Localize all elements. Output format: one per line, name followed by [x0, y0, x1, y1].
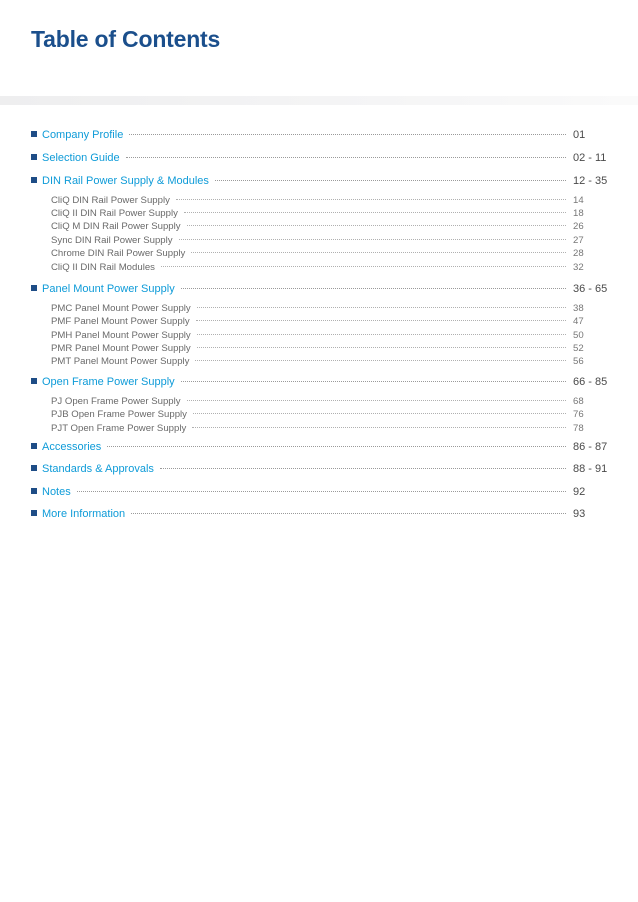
toc-entry-page: 88 - 91: [573, 463, 608, 475]
toc-subentry-page: 18: [573, 208, 584, 219]
toc-subentry-label[interactable]: Sync DIN Rail Power Supply: [51, 235, 173, 246]
dotted-leader: [195, 360, 566, 361]
toc-entry-page: 01: [573, 129, 586, 141]
dotted-leader: [191, 252, 566, 253]
toc-entry-accessories[interactable]: [31, 441, 608, 453]
toc-subentry[interactable]: [51, 262, 605, 273]
toc-subentry-page: 56: [573, 356, 584, 367]
dotted-leader: [131, 513, 566, 514]
toc-subentry-label[interactable]: CliQ II DIN Rail Power Supply: [51, 208, 178, 219]
toc-subentry-label[interactable]: CliQ DIN Rail Power Supply: [51, 195, 170, 206]
toc-entry-more-information[interactable]: [31, 508, 605, 520]
toc-subentry[interactable]: [51, 248, 605, 259]
toc-subentry-page: 76: [573, 409, 584, 420]
toc-subentry[interactable]: [51, 235, 605, 246]
dotted-leader: [129, 134, 566, 135]
square-bullet-icon: [31, 510, 37, 516]
square-bullet-icon: [31, 154, 37, 160]
toc-subentry[interactable]: [51, 208, 605, 219]
square-bullet-icon: [31, 131, 37, 137]
toc-subentry-label[interactable]: PJ Open Frame Power Supply: [51, 396, 181, 407]
toc-subentry[interactable]: [51, 221, 605, 232]
toc-entry-label[interactable]: Company Profile: [42, 129, 124, 141]
toc-subentry-label[interactable]: PJT Open Frame Power Supply: [51, 423, 187, 434]
toc-subentry-page: 52: [573, 343, 584, 354]
toc-subentry[interactable]: [51, 356, 605, 367]
toc-subentry-label[interactable]: CliQ M DIN Rail Power Supply: [51, 221, 181, 232]
toc-entry-notes[interactable]: [31, 486, 605, 498]
dotted-leader: [77, 491, 566, 492]
toc-subentry-page: 28: [573, 248, 584, 259]
dotted-leader: [161, 266, 566, 267]
toc-subentry-label[interactable]: PMT Panel Mount Power Supply: [51, 356, 190, 367]
toc-entry-page: 36 - 65: [573, 283, 608, 295]
square-bullet-icon: [31, 285, 37, 291]
dotted-leader: [181, 381, 566, 382]
toc-entry-label[interactable]: Panel Mount Power Supply: [42, 283, 175, 295]
square-bullet-icon: [31, 443, 37, 449]
dotted-leader: [107, 446, 566, 447]
toc-subentry-page: 68: [573, 396, 584, 407]
toc-subentry-page: 27: [573, 235, 584, 246]
toc-entry-page: 66 - 85: [573, 376, 608, 388]
toc-entry-page: 92: [573, 486, 586, 498]
toc-entry-label[interactable]: Accessories: [42, 441, 102, 453]
toc-entry-standards-approvals[interactable]: [31, 463, 608, 475]
header-divider-band: [0, 96, 638, 105]
toc-subentry-label[interactable]: CliQ II DIN Rail Modules: [51, 262, 155, 273]
dotted-leader: [193, 413, 566, 414]
dotted-leader: [197, 334, 566, 335]
dotted-leader: [176, 199, 566, 200]
toc-entry-label[interactable]: Open Frame Power Supply: [42, 376, 175, 388]
toc-subentry-label[interactable]: PJB Open Frame Power Supply: [51, 409, 187, 420]
toc-entry-selection-guide[interactable]: [31, 152, 605, 164]
toc-subentry-page: 32: [573, 262, 584, 273]
toc-entry-label[interactable]: DIN Rail Power Supply & Modules: [42, 175, 209, 187]
square-bullet-icon: [31, 488, 37, 494]
toc-subentry[interactable]: [51, 303, 605, 314]
toc-subentry-page: 78: [573, 423, 584, 434]
toc-subentry-label[interactable]: PMH Panel Mount Power Supply: [51, 330, 191, 341]
toc-entry-company-profile[interactable]: [31, 129, 605, 141]
dotted-leader: [197, 307, 566, 308]
toc-subentry[interactable]: [51, 423, 605, 434]
dotted-leader: [160, 468, 566, 469]
toc-entry-open-frame[interactable]: [31, 376, 608, 388]
toc-subentry-label[interactable]: PMC Panel Mount Power Supply: [51, 303, 191, 314]
toc-entry-page: 86 - 87: [573, 441, 608, 453]
toc-subentry[interactable]: [51, 396, 605, 407]
dotted-leader: [184, 212, 566, 213]
toc-subentry[interactable]: [51, 316, 605, 327]
toc-entry-label[interactable]: More Information: [42, 508, 126, 520]
square-bullet-icon: [31, 177, 37, 183]
toc-subentry-page: 47: [573, 316, 584, 327]
toc-entry-label[interactable]: Standards & Approvals: [42, 463, 154, 475]
toc-entry-label[interactable]: Notes: [42, 486, 71, 498]
dotted-leader: [192, 427, 566, 428]
toc-subentry-label[interactable]: PMF Panel Mount Power Supply: [51, 316, 190, 327]
toc-subentry-label[interactable]: Chrome DIN Rail Power Supply: [51, 248, 186, 259]
toc-entry-page: 93: [573, 508, 586, 520]
dotted-leader: [196, 320, 566, 321]
dotted-leader: [126, 157, 566, 158]
toc-subentry[interactable]: [51, 330, 605, 341]
toc-subentry-page: 50: [573, 330, 584, 341]
dotted-leader: [197, 347, 566, 348]
toc-subentry-page: 14: [573, 195, 584, 206]
page-title: Table of Contents: [31, 26, 221, 52]
dotted-leader: [215, 180, 566, 181]
toc-subentry-label[interactable]: PMR Panel Mount Power Supply: [51, 343, 191, 354]
toc-subentry-page: 38: [573, 303, 584, 314]
toc-entry-page: 02 - 11: [573, 152, 607, 164]
toc-entry-page: 12 - 35: [573, 175, 608, 187]
square-bullet-icon: [31, 465, 37, 471]
square-bullet-icon: [31, 378, 37, 384]
dotted-leader: [187, 400, 566, 401]
toc-subentry[interactable]: [51, 409, 605, 420]
toc-subentry[interactable]: [51, 343, 605, 354]
toc-entry-din-rail[interactable]: [31, 175, 608, 187]
toc-subentry[interactable]: [51, 195, 605, 206]
toc-subentry-page: 26: [573, 221, 584, 232]
dotted-leader: [187, 225, 566, 226]
toc-entry-panel-mount[interactable]: [31, 283, 608, 295]
toc-entry-label[interactable]: Selection Guide: [42, 152, 120, 164]
dotted-leader: [181, 288, 566, 289]
dotted-leader: [179, 239, 566, 240]
